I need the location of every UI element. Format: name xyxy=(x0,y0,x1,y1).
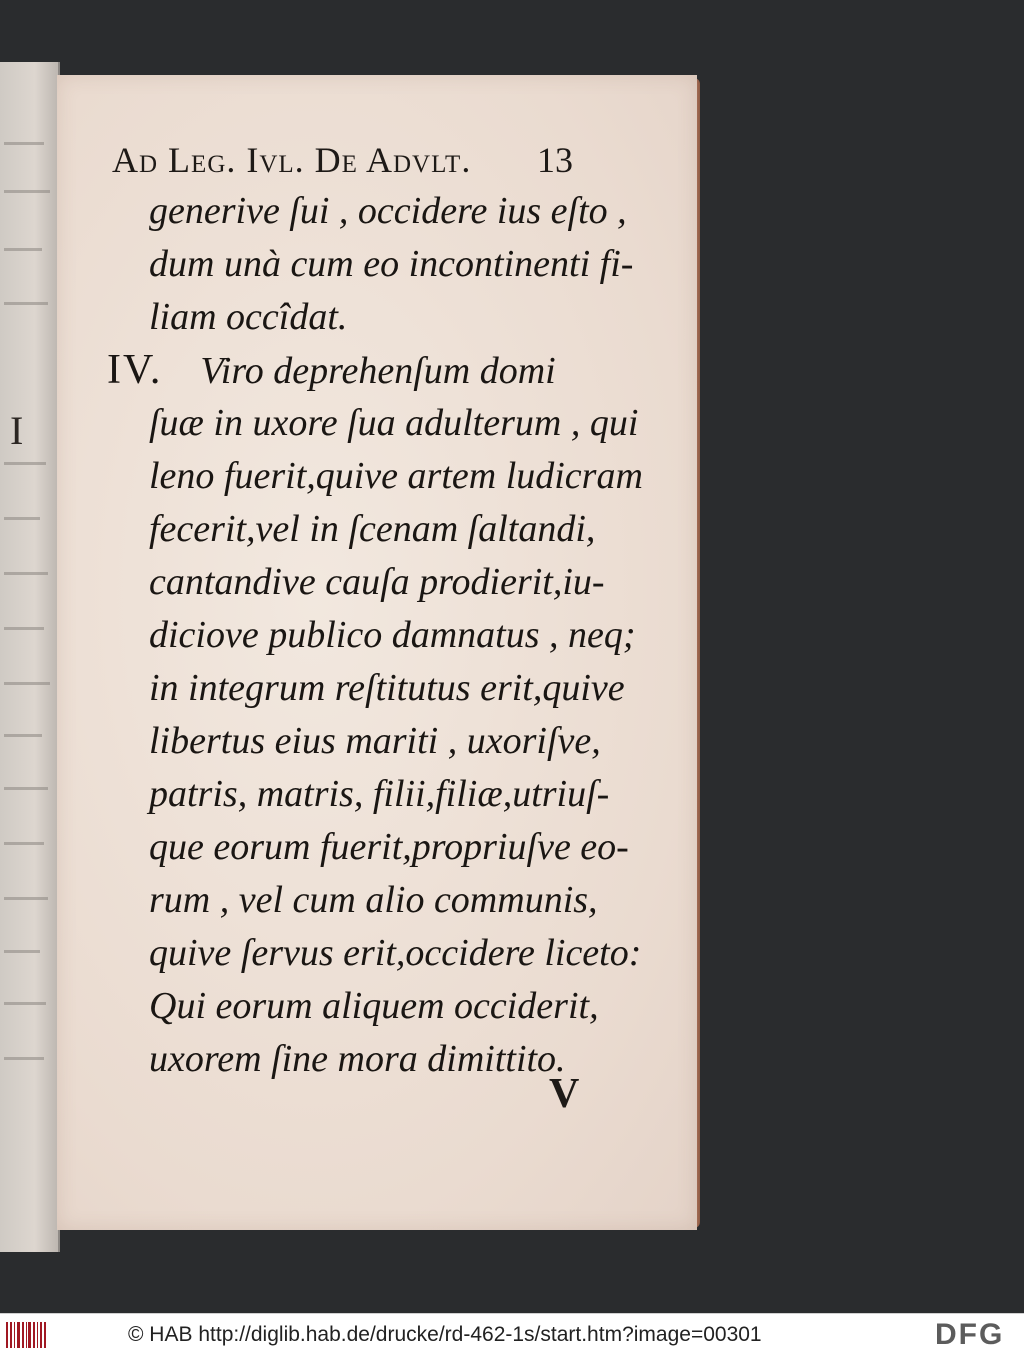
barcode-logo-icon xyxy=(6,1322,46,1348)
text-line: liam occîdat. xyxy=(149,296,348,338)
dfg-logo[interactable]: DFG xyxy=(935,1318,1005,1351)
text-line: libertus eius mariti , uxoriſve, xyxy=(149,720,601,762)
previous-page-text-fragments xyxy=(0,62,58,1252)
text-line: generive ſui , occidere ius eſto , xyxy=(149,190,627,232)
text-line: leno fuerit,quive artem ludicram xyxy=(149,455,643,497)
text-line: in integrum reſtitutus erit,quive xyxy=(149,667,625,709)
text-line: dum unà cum eo incontinenti fi- xyxy=(149,243,634,285)
text-line: ſuæ in uxore ſua adulterum , qui xyxy=(149,402,639,444)
text-line: patris, matris, filii,filiæ,utriuſ- xyxy=(149,773,610,815)
page-number: 13 xyxy=(537,140,573,180)
text-line: fecerit,vel in ſcenam ſaltandi, xyxy=(149,508,596,550)
section-numeral: IV. xyxy=(107,347,163,393)
section-line xyxy=(107,344,637,397)
text-line: Qui eorum aliquem occiderit, xyxy=(149,985,599,1027)
copyright-text: © HAB xyxy=(128,1323,193,1346)
running-head: Ad Leg. Ivl. De Advlt. xyxy=(112,140,472,180)
text-line: uxorem ſine mora dimittito. xyxy=(149,1038,566,1080)
previous-page-numeral: I xyxy=(10,408,24,453)
book-page xyxy=(57,75,697,1230)
text-line: Viro deprehenſum domi xyxy=(200,350,556,392)
footer-attribution xyxy=(128,1323,762,1347)
previous-page-edge xyxy=(0,62,60,1252)
permalink-link[interactable]: http://diglib.hab.de/drucke/rd-462-1s/start.htm?image=00301 xyxy=(198,1323,762,1346)
text-line: quive ſervus erit,occidere liceto: xyxy=(149,932,642,974)
footer-bar xyxy=(0,1313,1024,1355)
text-line: rum , vel cum alio communis, xyxy=(149,879,598,921)
text-line: cantandive cauſa prodierit,iu- xyxy=(149,561,605,603)
page-text xyxy=(107,185,643,1086)
catchword: V xyxy=(549,1071,580,1117)
text-line: que eorum fuerit,propriuſve eo- xyxy=(149,826,629,868)
text-line: diciove publico damnatus , neq; xyxy=(149,614,636,656)
